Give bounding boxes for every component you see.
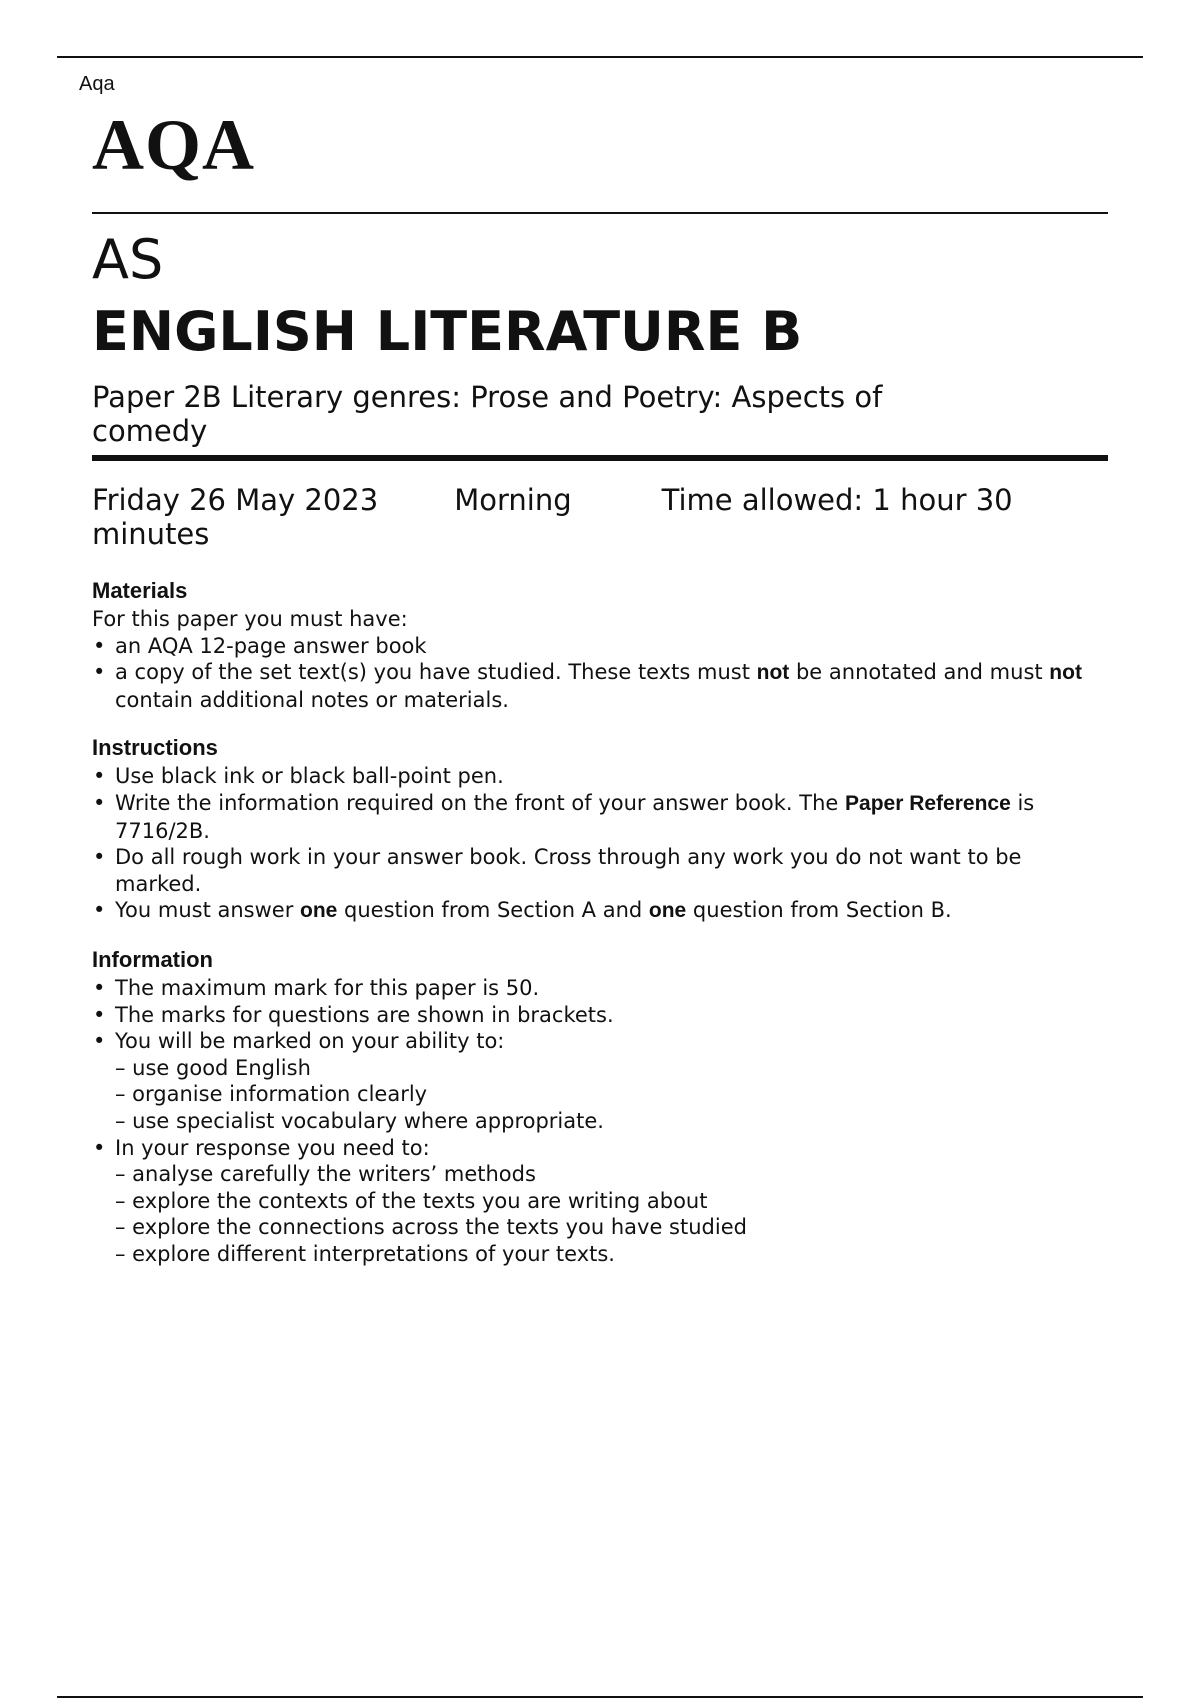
cover-content	[92, 578, 1112, 1289]
sub-list-item: – explore different interpretations of your texts.	[115, 1241, 615, 1266]
list-item: • You will be marked on your ability to:	[92, 1028, 1112, 1055]
top-rule	[57, 56, 1143, 58]
logo-divider	[92, 212, 1108, 214]
list-item: • In your response you need to:	[92, 1135, 1112, 1162]
instructions-list	[92, 763, 1112, 925]
list-item: • The marks for questions are shown in brackets.	[92, 1002, 1112, 1029]
information-heading: Information	[92, 946, 213, 972]
exam-session: Morning	[454, 483, 572, 517]
sub-list-item: – explore the contexts of the texts you are writing about	[115, 1188, 708, 1213]
paper-title: Paper 2B Literary genres: Prose and Poetry: Aspects of comedy	[92, 380, 883, 448]
time-allowed: Time allowed: 1 hour 30 minutes	[92, 483, 1013, 551]
materials-list	[92, 633, 1112, 714]
information-section	[92, 947, 1112, 1268]
qualification-level: AS	[92, 228, 164, 291]
list-item: • Do all rough work in your answer book. Cross through any work you do not want to be marked.	[92, 844, 1112, 897]
exam-details	[92, 483, 1092, 551]
list-item: • an AQA 12-page answer book	[92, 633, 1112, 660]
aqa-logo: AQA	[92, 105, 255, 185]
list-item: • Write the information required on the front of your answer book. The Paper Reference is 7716/2B.	[92, 790, 1112, 844]
sub-list-item: – explore the connections across the texts you have studied	[115, 1215, 747, 1240]
materials-heading: Materials	[92, 578, 188, 603]
list-item: • You must answer one question from Section A and one question from Section B.	[92, 897, 1112, 925]
sub-list-item: – analyse carefully the writers’ methods	[115, 1162, 536, 1187]
bottom-rule	[57, 1696, 1143, 1698]
sub-list-item: – organise information clearly	[115, 1082, 428, 1107]
list-item: • Use black ink or black ball-point pen.	[92, 763, 1112, 790]
subject-title: ENGLISH LITERATURE B	[92, 300, 803, 363]
exam-date: Friday 26 May 2023	[92, 483, 379, 517]
list-item: • a copy of the set text(s) you have studied. These texts must not be annotated and must not contain additional notes or materials.	[92, 659, 1112, 713]
list-item: • The maximum mark for this paper is 50.	[92, 975, 1112, 1002]
materials-intro: For this paper you must have:	[92, 607, 408, 631]
title-divider	[92, 455, 1108, 461]
materials-section	[92, 578, 1112, 713]
sub-list-item: – use good English	[115, 1055, 311, 1080]
sub-list-item: – use specialist vocabulary where appropriate.	[115, 1108, 604, 1133]
instructions-section	[92, 735, 1112, 925]
header-text: Aqa	[79, 73, 115, 95]
information-list	[92, 975, 1112, 1268]
instructions-heading: Instructions	[92, 735, 218, 761]
